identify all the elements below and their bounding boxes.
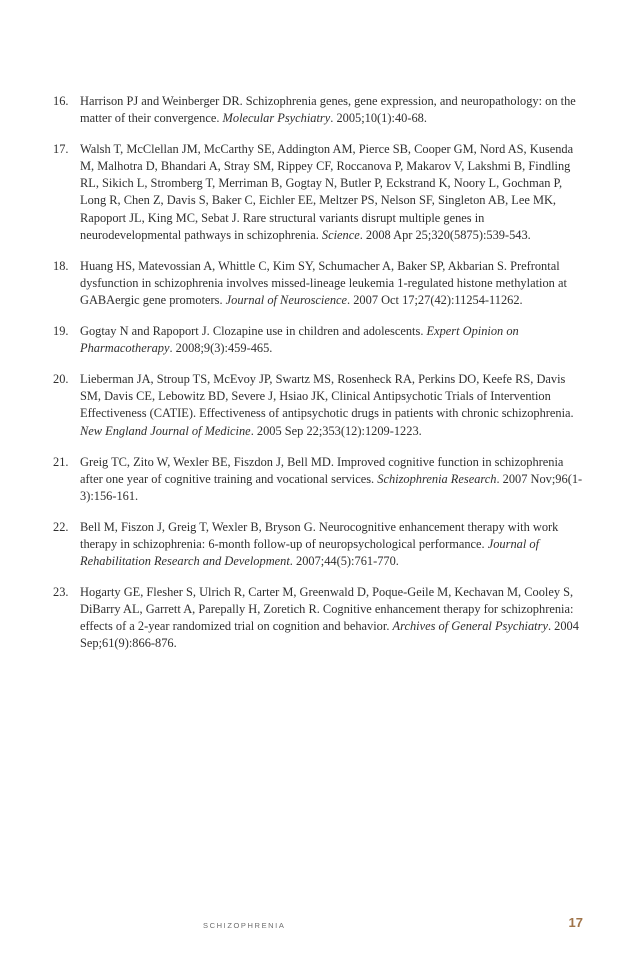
reference-text: Huang HS, Matevossian A, Whittle C, Kim SY, Schumacher A, Baker SP, Akbarian S. Prefrontal dysfunction in schizophrenia involves missed-lineage leukemia 1-regulated histone methylation at GABAergic gene promoters. Journal of Neuroscience. 2007 Oct 17;27(42):11254-11262. — [80, 258, 567, 307]
journal-title: Journal of Neuroscience — [225, 292, 348, 307]
reference-text: Walsh T, McClellan JM, McCarthy SE, Addington AM, Pierce SB, Cooper GM, Nord AS, Kusenda M, Malhotra D, Bhandari A, Stray SM, Rippey CF, Roccanova P, Makarov V, Lakshmi B, Findling RL, Sikich L, Stromberg T, Merriman B, Gogtay N, Butler P, Eckstrand K, Noory L, Gochman P, Long R, Chen Z, Davis S, Baker C, Eichler EE, Meltzer PS, Nelson SF, Singleton AB, Lee MK, Rapoport JL, King MC, Sebat J. Rare structural variants disrupt multiple genes in neurodevelopmental pathways in schizophrenia. Science. 2008 Apr 25;320(5875):539-543. — [80, 142, 574, 242]
reference-number: 18. — [53, 258, 69, 273]
reference-text: Gogtay N and Rapoport J. Clozapine use in children and adolescents. Expert Opinion on Pharmacotherapy. 2008;9(3):459-465. — [80, 324, 519, 356]
reference-number: 16. — [53, 94, 69, 108]
reference-text: Greig TC, Zito W, Wexler BE, Fiszdon J, Bell MD. Improved cognitive function in schizophrenia after one year of cognitive training and vocational services. Schizophrenia Research. 2007 Nov;96(1-3):156-161. — [80, 454, 583, 503]
reference-number: 21. — [53, 454, 69, 469]
journal-title: Expert Opinion on Pharmacotherapy — [80, 324, 519, 356]
reference-item-17 — [53, 141, 585, 244]
journal-title: Schizophrenia Research — [377, 471, 497, 486]
footer-section-label: SCHIZOPHRENIA — [203, 921, 286, 930]
journal-title: Molecular Psychiatry — [222, 111, 331, 126]
reference-item-16 — [53, 93, 585, 127]
reference-number: 22. — [53, 519, 69, 534]
reference-item-18 — [53, 258, 585, 309]
page-number: 17 — [568, 915, 583, 930]
reference-list — [53, 93, 585, 667]
reference-text: Bell M, Fiszon J, Greig T, Wexler B, Bryson G. Neurocognitive enhancement therapy with work therapy in schizophrenia: 6-month follow-up of neuropsychological performance. Journal of Rehabilitation Research and Development. 2007;44(5):761-770. — [80, 519, 559, 569]
reference-number: 23. — [53, 585, 69, 600]
reference-item-22 — [53, 519, 585, 570]
reference-text: Lieberman JA, Stroup TS, McEvoy JP, Swartz MS, Rosenheck RA, Perkins DO, Keefe RS, Davis SM, Davis CE, Lebowitz BD, Severe J, Hsiao JK, Clinical Antipsychotic Trials of Intervention Effectiveness (CATIE). Effectiveness of antipsychotic drugs in patients with chronic schizophrenia. New England Journal of Medicine. 2005 Sep 22;353(12):1209-1223. — [80, 372, 574, 438]
reference-item-20 — [53, 371, 585, 439]
journal-title: Science — [321, 227, 360, 242]
journal-title: Journal of Rehabilitation Research and Development — [80, 536, 540, 569]
journal-title: New England Journal of Medicine — [80, 423, 251, 438]
reference-number: 17. — [53, 142, 69, 157]
journal-title: Archives of General Psychiatry — [392, 619, 548, 634]
reference-item-21 — [53, 454, 585, 505]
reference-number: 20. — [53, 372, 69, 387]
reference-text: Hogarty GE, Flesher S, Ulrich R, Carter M, Greenwald D, Poque-Geile M, Kechavan M, Cooley S, DiBarry AL, Garrett A, Parepally H, Zoretich R. Cognitive enhancement therapy for schizophrenia: effects of a 2-year randomized trial on cognition and behavior. Archives of General Psychiatry. 2004 Sep;61(9):866-876. — [80, 585, 579, 651]
reference-number: 19. — [53, 324, 69, 339]
reference-text: Harrison PJ and Weinberger DR. Schizophrenia genes, gene expression, and neuropathology: on the matter of their convergence. Molecular Psychiatry. 2005;10(1):40-68. — [80, 94, 576, 126]
reference-item-19 — [53, 323, 585, 357]
reference-item-23 — [53, 584, 585, 652]
